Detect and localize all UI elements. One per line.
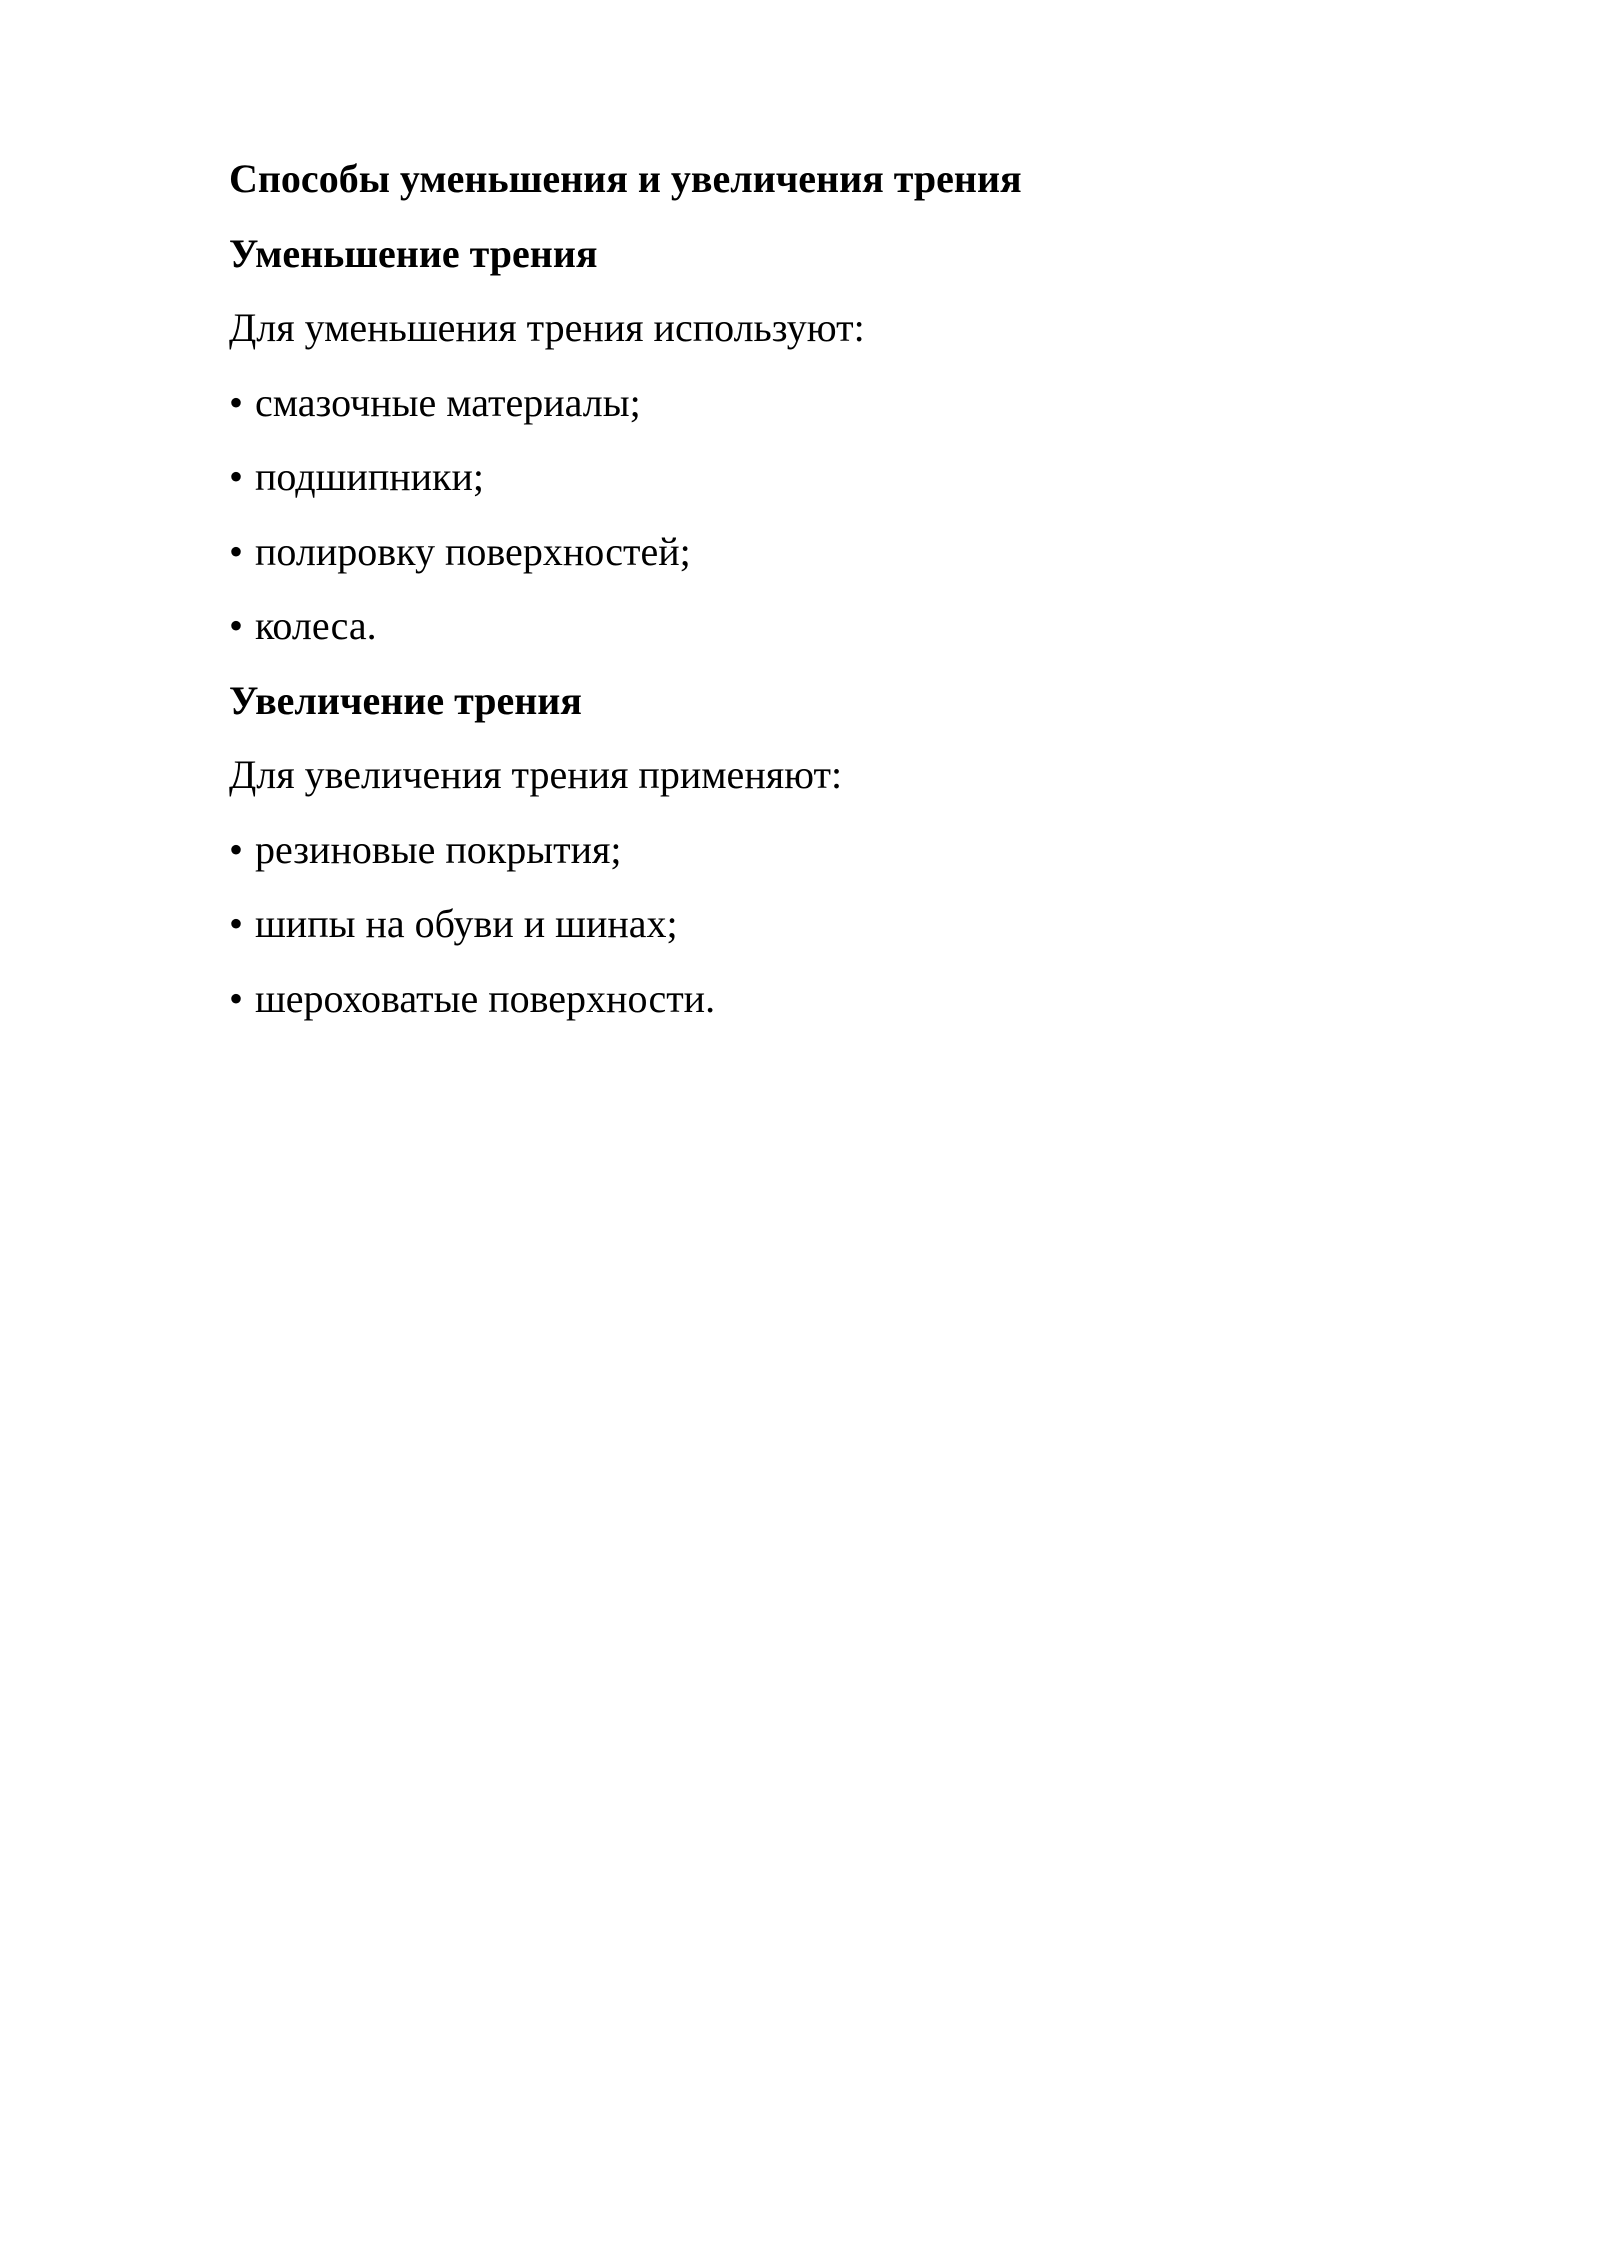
- bullet-icon: •: [229, 826, 244, 872]
- section-heading-reduction: Уменьшение трения: [229, 230, 598, 276]
- list-item-text: подшипники;: [255, 454, 484, 499]
- bullet-icon: •: [229, 528, 244, 574]
- bullet-icon: •: [229, 454, 244, 499]
- list-item-text: смазочные материалы;: [255, 379, 641, 425]
- list-item-text: колеса.: [255, 603, 377, 648]
- bullet-icon: •: [229, 379, 244, 425]
- list-item: [229, 521, 1379, 596]
- document-title: Способы уменьшения и увеличения трения: [229, 156, 1022, 201]
- list-item-text: шипы на обуви и шинах;: [255, 901, 678, 946]
- list-item: [229, 595, 1379, 670]
- list-item: [229, 893, 1379, 968]
- list-item-text: шероховатые поверхности.: [255, 975, 716, 1021]
- document-content: [229, 148, 1379, 1042]
- section-intro-increase: Для увеличения трения применяют:: [229, 752, 843, 797]
- list-item-text: резиновые покрытия;: [255, 826, 622, 872]
- list-item: [229, 968, 1379, 1043]
- list-item: [229, 446, 1379, 521]
- section-intro-reduction: Для уменьшения трения используют:: [229, 305, 865, 350]
- list-item-text: полировку поверхностей;: [255, 528, 691, 574]
- bullet-icon: •: [229, 975, 244, 1021]
- section-heading-increase: Увеличение трения: [229, 677, 582, 723]
- list-item: [229, 819, 1379, 894]
- list-item: [229, 372, 1379, 447]
- bullet-icon: •: [229, 603, 244, 648]
- bullet-icon: •: [229, 901, 244, 946]
